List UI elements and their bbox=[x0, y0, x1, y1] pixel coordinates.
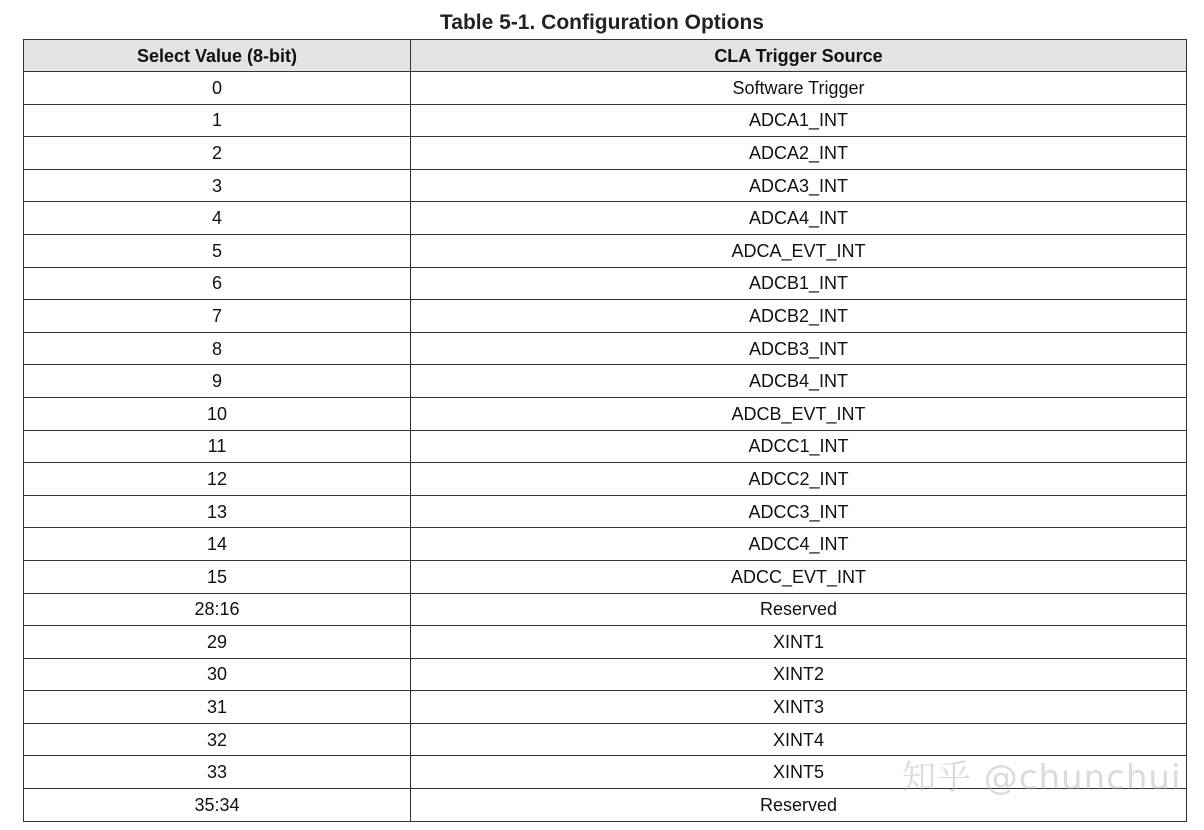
select-value-cell: 11 bbox=[24, 430, 411, 463]
table-row bbox=[24, 137, 1187, 170]
trigger-source-cell: ADCA3_INT bbox=[411, 169, 1187, 202]
select-value-cell: 9 bbox=[24, 365, 411, 398]
configuration-table bbox=[23, 39, 1187, 822]
trigger-source-cell: Reserved bbox=[411, 593, 1187, 626]
trigger-source-cell: ADCC4_INT bbox=[411, 528, 1187, 561]
trigger-source-cell: XINT2 bbox=[411, 658, 1187, 691]
select-value-cell: 12 bbox=[24, 463, 411, 496]
trigger-source-cell: ADCA_EVT_INT bbox=[411, 234, 1187, 267]
select-value-cell: 28:16 bbox=[24, 593, 411, 626]
table-row bbox=[24, 267, 1187, 300]
trigger-source-cell: Reserved bbox=[411, 789, 1187, 822]
trigger-source-cell: ADCB4_INT bbox=[411, 365, 1187, 398]
trigger-source-cell: Software Trigger bbox=[411, 72, 1187, 105]
table-row bbox=[24, 463, 1187, 496]
trigger-source-cell: ADCB_EVT_INT bbox=[411, 397, 1187, 430]
select-value-cell: 7 bbox=[24, 300, 411, 333]
select-value-cell: 4 bbox=[24, 202, 411, 235]
select-value-cell: 8 bbox=[24, 332, 411, 365]
trigger-source-cell: ADCA2_INT bbox=[411, 137, 1187, 170]
header-select-value: Select Value (8-bit) bbox=[24, 40, 411, 72]
select-value-cell: 33 bbox=[24, 756, 411, 789]
trigger-source-cell: ADCC_EVT_INT bbox=[411, 560, 1187, 593]
trigger-source-cell: ADCC3_INT bbox=[411, 495, 1187, 528]
select-value-cell: 0 bbox=[24, 72, 411, 105]
table-row bbox=[24, 593, 1187, 626]
trigger-source-cell: XINT1 bbox=[411, 626, 1187, 659]
table-row bbox=[24, 528, 1187, 561]
select-value-cell: 15 bbox=[24, 560, 411, 593]
select-value-cell: 31 bbox=[24, 691, 411, 724]
table-row bbox=[24, 332, 1187, 365]
select-value-cell: 1 bbox=[24, 104, 411, 137]
table-row bbox=[24, 430, 1187, 463]
table-row bbox=[24, 723, 1187, 756]
select-value-cell: 32 bbox=[24, 723, 411, 756]
table-row bbox=[24, 626, 1187, 659]
trigger-source-cell: ADCC2_INT bbox=[411, 463, 1187, 496]
table-row bbox=[24, 560, 1187, 593]
table-row bbox=[24, 789, 1187, 822]
table-row bbox=[24, 104, 1187, 137]
trigger-source-cell: ADCB2_INT bbox=[411, 300, 1187, 333]
table-row bbox=[24, 691, 1187, 724]
header-trigger-source: CLA Trigger Source bbox=[411, 40, 1187, 72]
trigger-source-cell: XINT3 bbox=[411, 691, 1187, 724]
select-value-cell: 13 bbox=[24, 495, 411, 528]
table-row bbox=[24, 397, 1187, 430]
trigger-source-cell: ADCC1_INT bbox=[411, 430, 1187, 463]
trigger-source-cell: ADCB3_INT bbox=[411, 332, 1187, 365]
select-value-cell: 6 bbox=[24, 267, 411, 300]
table-row bbox=[24, 234, 1187, 267]
select-value-cell: 3 bbox=[24, 169, 411, 202]
select-value-cell: 14 bbox=[24, 528, 411, 561]
trigger-source-cell: XINT5 bbox=[411, 756, 1187, 789]
table-title: Table 5-1. Configuration Options bbox=[440, 11, 764, 34]
table-row bbox=[24, 495, 1187, 528]
table-row bbox=[24, 72, 1187, 105]
select-value-cell: 2 bbox=[24, 137, 411, 170]
trigger-source-cell: XINT4 bbox=[411, 723, 1187, 756]
table-row bbox=[24, 658, 1187, 691]
trigger-source-cell: ADCA4_INT bbox=[411, 202, 1187, 235]
select-value-cell: 29 bbox=[24, 626, 411, 659]
table-row bbox=[24, 202, 1187, 235]
table-row bbox=[24, 300, 1187, 333]
select-value-cell: 35:34 bbox=[24, 789, 411, 822]
watermark-text: 知乎 @chunchui bbox=[902, 758, 1182, 798]
select-value-cell: 10 bbox=[24, 397, 411, 430]
table-row bbox=[24, 756, 1187, 789]
select-value-cell: 5 bbox=[24, 234, 411, 267]
table-header-row bbox=[24, 40, 1187, 72]
table-row bbox=[24, 365, 1187, 398]
trigger-source-cell: ADCB1_INT bbox=[411, 267, 1187, 300]
select-value-cell: 30 bbox=[24, 658, 411, 691]
table-row bbox=[24, 169, 1187, 202]
trigger-source-cell: ADCA1_INT bbox=[411, 104, 1187, 137]
